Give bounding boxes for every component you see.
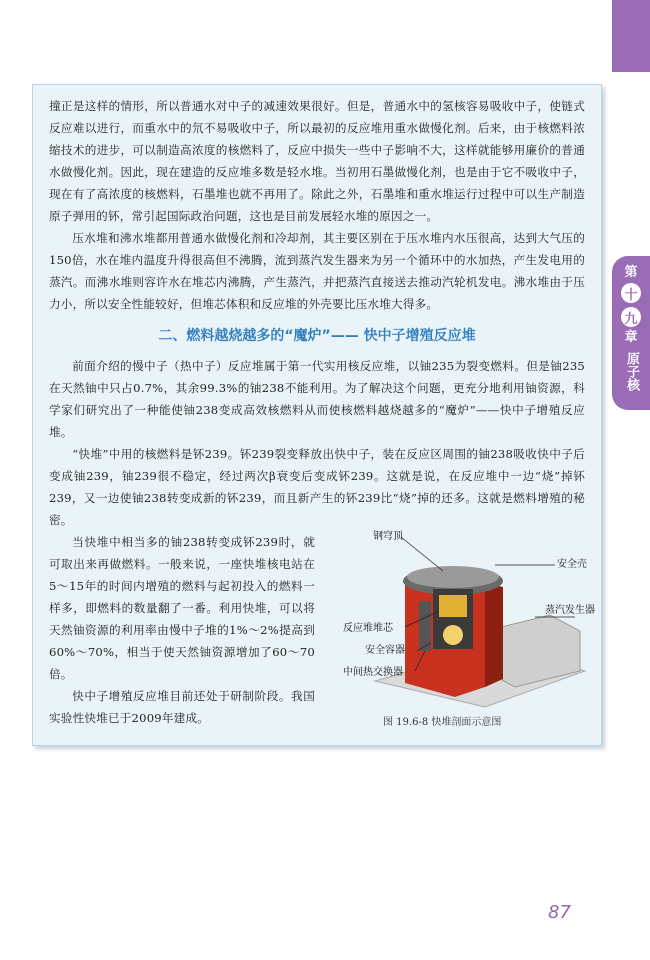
reactor-figure [335,531,605,728]
paragraph: “快堆”中用的核燃料是钚239。钚239裂变释放出快中子，装在反应区周围的铀238吸收快中子后变成铀239，铀239很不稳定，经过两次β衰变后变成钚239。这就是说，在反应堆中一边“烧”掉钚239，又一边使铀238转变成新的钚239，而且新产生的钚239比“烧”掉的还多。这就是燃料增殖的秘密。 [49,447,585,527]
figure-row [49,531,595,729]
reactor-illustration [335,531,605,709]
label-steam-generator: 蒸汽发生器 [545,605,595,616]
sodium-pool [443,625,463,645]
chapter-number-1: 十 [621,283,641,303]
page-number: 87 [548,902,571,923]
containment-shell-side [485,583,503,687]
leader-line [401,537,443,571]
chapter-number-2: 九 [621,307,641,327]
section-heading: 二、燃料越烧越多的“魔炉”—— 快中子增殖反应堆 [158,328,476,344]
chapter-suffix: 章 [624,330,638,345]
label-dome: 钢穹顶 [373,531,403,542]
chapter-tab [612,256,650,410]
figure-caption: 图 19.6-8 快堆剖面示意图 [383,717,502,728]
label-vessel: 安全容器 [365,645,405,656]
heat-exchanger [419,601,431,651]
reactor-core [439,595,467,617]
paragraph: 快中子增殖反应堆目前还处于研制阶段。我国实验性快堆已于2009年建成。 [49,689,315,725]
float-text [49,531,315,729]
label-core: 反应堆堆芯 [343,623,393,634]
chapter-title-text: 原子核 [624,352,639,391]
steel-dome-top [407,566,499,588]
chapter-prefix: 第 [624,265,638,280]
paragraph: 前面介绍的慢中子（热中子）反应堆属于第一代实用核反应堆，以铀235为裂变燃料。但是铀235在天然铀中只占0.7%，其余99.3%的铀238不能利用。为了解决这个问题，更充分地利用铀资源，科学家们研究出了一种能使铀238变成高效核燃料从而使核燃料越烧越多的“魔炉”——快中子增殖反应堆。 [49,359,585,439]
paragraph: 压水堆和沸水堆都用普通水做慢化剂和冷却剂，其主要区别在于压水堆内水压很高，达到大气压的150倍，水在堆内温度升得很高但不沸腾，流到蒸汽发生器来为另一个循环中的水加热，产生发电用的蒸汽。而沸水堆则容许水在堆芯内沸腾，产生蒸汽，并把蒸汽直接送去推动汽轮机发电。沸水堆由于压力小，所以安全性能较好，但堆芯体积和反应堆的外壳要比压水堆大得多。 [49,231,585,311]
label-shell: 安全壳 [557,559,587,570]
paragraph: 撞正是这样的情形，所以普通水对中子的减速效果很好。但是，普通水中的氢核容易吸收中子，使链式反应难以进行，而重水中的氘不易吸收中子，所以最初的反应堆用重水做慢化剂。后来，由于核燃料浓缩技术的进步，可以制造高浓度的核燃料了，反应中损失一些中子影响不大，这样就能够用廉价的普通水做慢化剂。因此，现在建造的反应堆多数是轻水堆。当初用石墨做慢化剂，也是由于它不吸收中子，现在有了高浓度的核燃料，石墨堆也就不再用了。除此之外，石墨堆和重水堆运行过程中可以生产制造原子弹用的钚，常引起国际政治问题，这也是目前发展轻水堆的原因之一。 [49,99,585,223]
paragraph: 当快堆中相当多的铀238转变成钚239时，就可取出来再做燃料。一般来说，一座快堆核电站在5～15年的时间内增殖的燃料与起初投入的燃料一样多，即燃料的数量翻了一番。利用快堆，可以将天然铀资源的利用率由慢中子堆的1%～2%提高到60%～70%，相当于使天然铀资源增加了60～70倍。 [49,535,315,681]
chapter-title [623,352,639,396]
label-exchanger: 中间热交换器 [343,667,403,678]
corner-tab [612,0,650,72]
content-frame [32,84,602,746]
